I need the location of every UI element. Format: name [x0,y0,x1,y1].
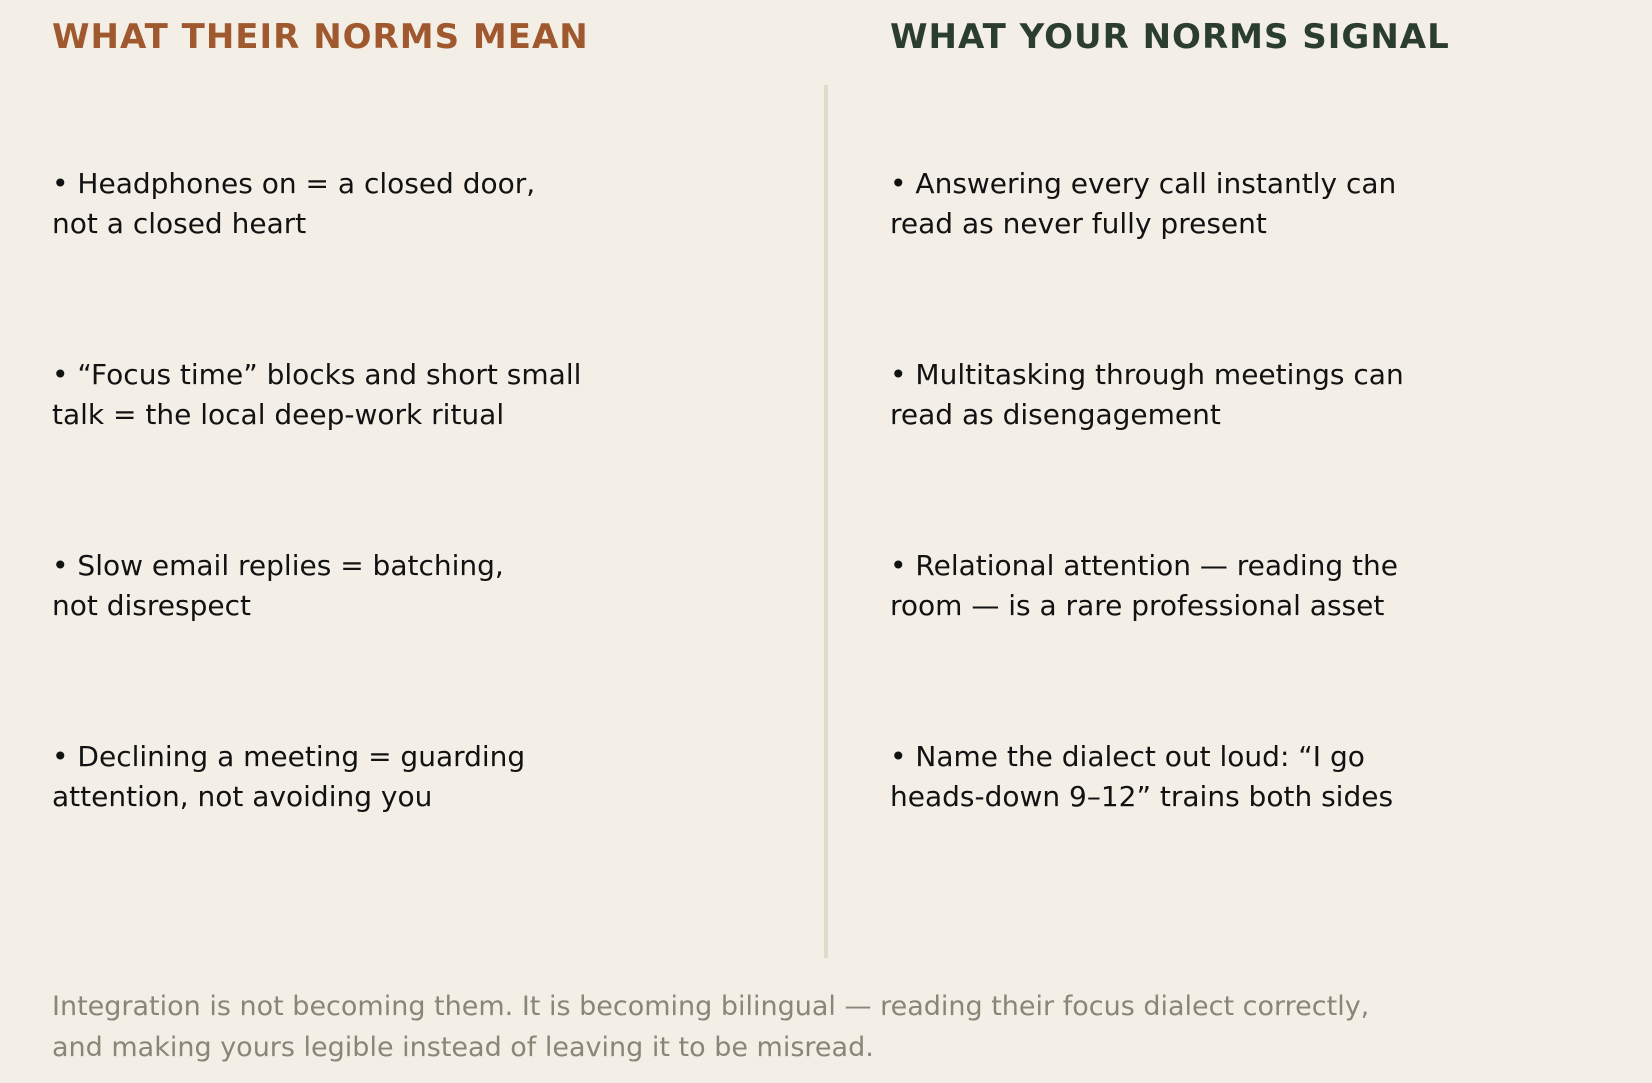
list-item: • “Focus time” blocks and short small talk = the local deep-work ritual [52,358,582,431]
list-item: • Answering every call instantly can read as never fully present [890,167,1397,240]
list-item: • Name the dialect out loud: “I go heads-down 9–12” trains both sides [890,740,1394,813]
left-column-heading: WHAT THEIR NORMS MEAN [52,17,589,57]
list-item: • Multitasking through meetings can read as disengagement [890,358,1404,431]
column-divider [824,85,828,958]
left-column-list [52,164,752,928]
footer-note: Integration is not becoming them. It is becoming bilingual — reading their focus dialect correctly, and making yours legible instead of leaving it to be misread. [52,991,1370,1063]
right-column-heading: WHAT YOUR NORMS SIGNAL [890,17,1450,57]
list-item: • Declining a meeting = guarding attention, not avoiding you [52,740,526,813]
list-item: • Headphones on = a closed door, not a closed heart [52,167,536,240]
list-item: • Relational attention — reading the room — is a rare professional asset [890,549,1398,622]
right-column-list [890,164,1590,928]
list-item: • Slow email replies = batching, not disrespect [52,549,504,622]
